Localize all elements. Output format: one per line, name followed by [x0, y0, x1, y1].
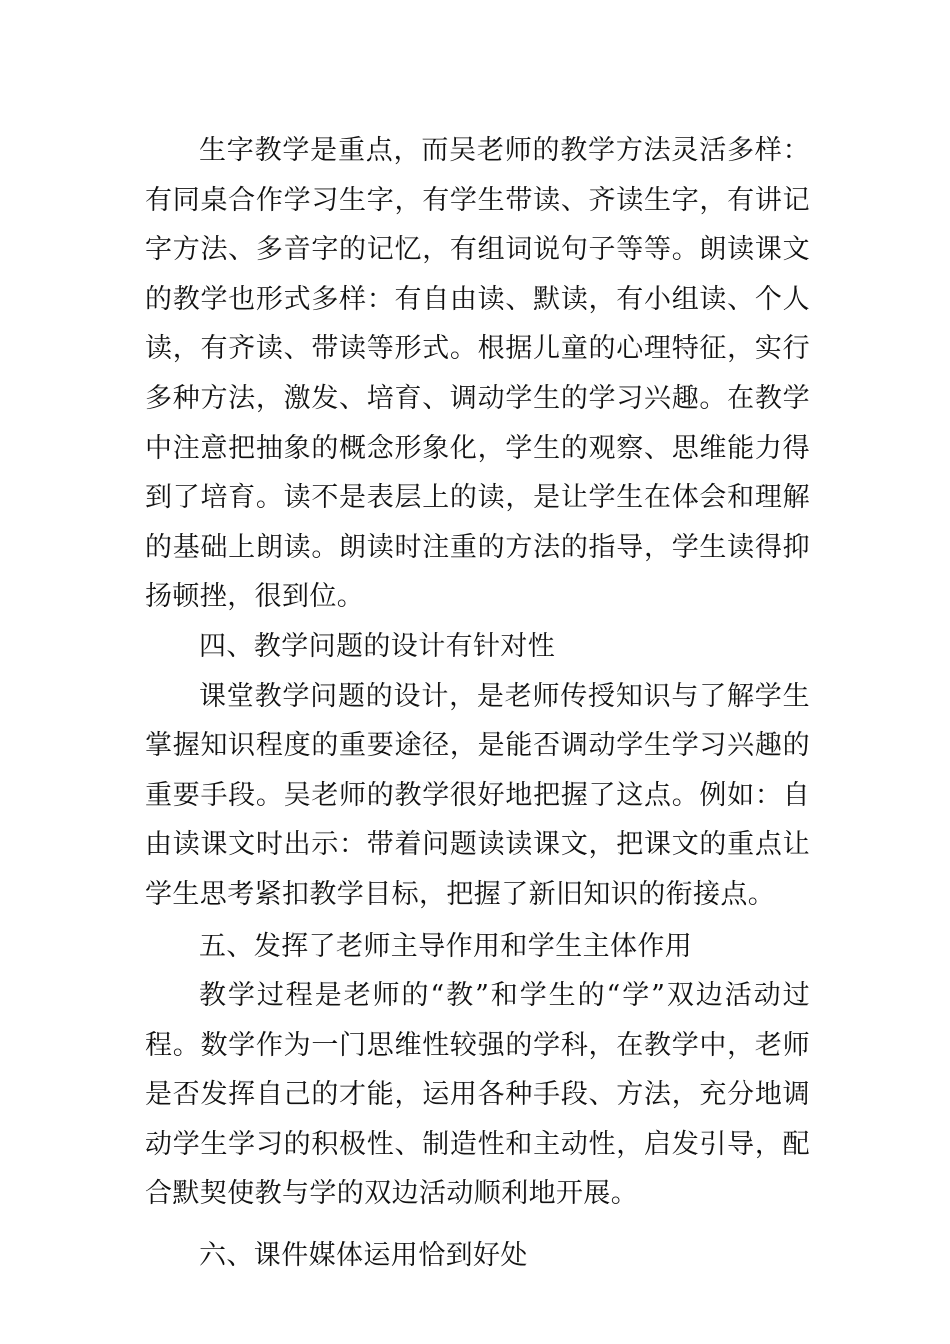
- section-heading-6: 六、课件媒体运用恰到好处: [199, 1240, 528, 1272]
- document-body: [145, 126, 810, 1281]
- paragraph-teacher-student-roles: 教学过程是老师的“教”和学生的“学”双边活动过程。数学作为一门思维性较强的学科，在教学中，老师是否发挥自己的才能，运用各种手段、方法，充分地调动学生学习的积极性、制造性和主动性，启发引导，配合默契使教与学的双边活动顺利地开展。: [145, 980, 810, 1210]
- paragraph-literacy-teaching: 生字教学是重点，而吴老师的教学方法灵活多样：有同桌合作学习生字，有学生带读、齐读生字，有讲记字方法、多音字的记忆，有组词说句子等等。朗读课文的教学也形式多样：有自由读、默读，有小组读、个人读，有齐读、带读等形式。根据儿童的心理特征，实行多种方法，激发、培育、调动学生的学习兴趣。在教学中注意把抽象的概念形象化，学生的观察、思维能力得到了培育。读不是表层上的读，是让学生在体会和理解的基础上朗读。朗读时注重的方法的指导，学生读得抑扬顿挫，很到位。: [145, 135, 810, 613]
- section-heading-4: 四、教学问题的设计有针对性: [199, 630, 556, 662]
- paragraph-question-design: 课堂教学问题的设计，是老师传授知识与了解学生掌握知识程度的重要途径，是能否调动学生学习兴趣的重要手段。吴老师的教学很好地把握了这点。例如：自由读课文时出示：带着问题读读课文，把课文的重点让学生思考紧扣教学目标，把握了新旧知识的衔接点。: [145, 680, 810, 910]
- section-heading-5: 五、发挥了老师主导作用和学生主体作用: [199, 930, 693, 962]
